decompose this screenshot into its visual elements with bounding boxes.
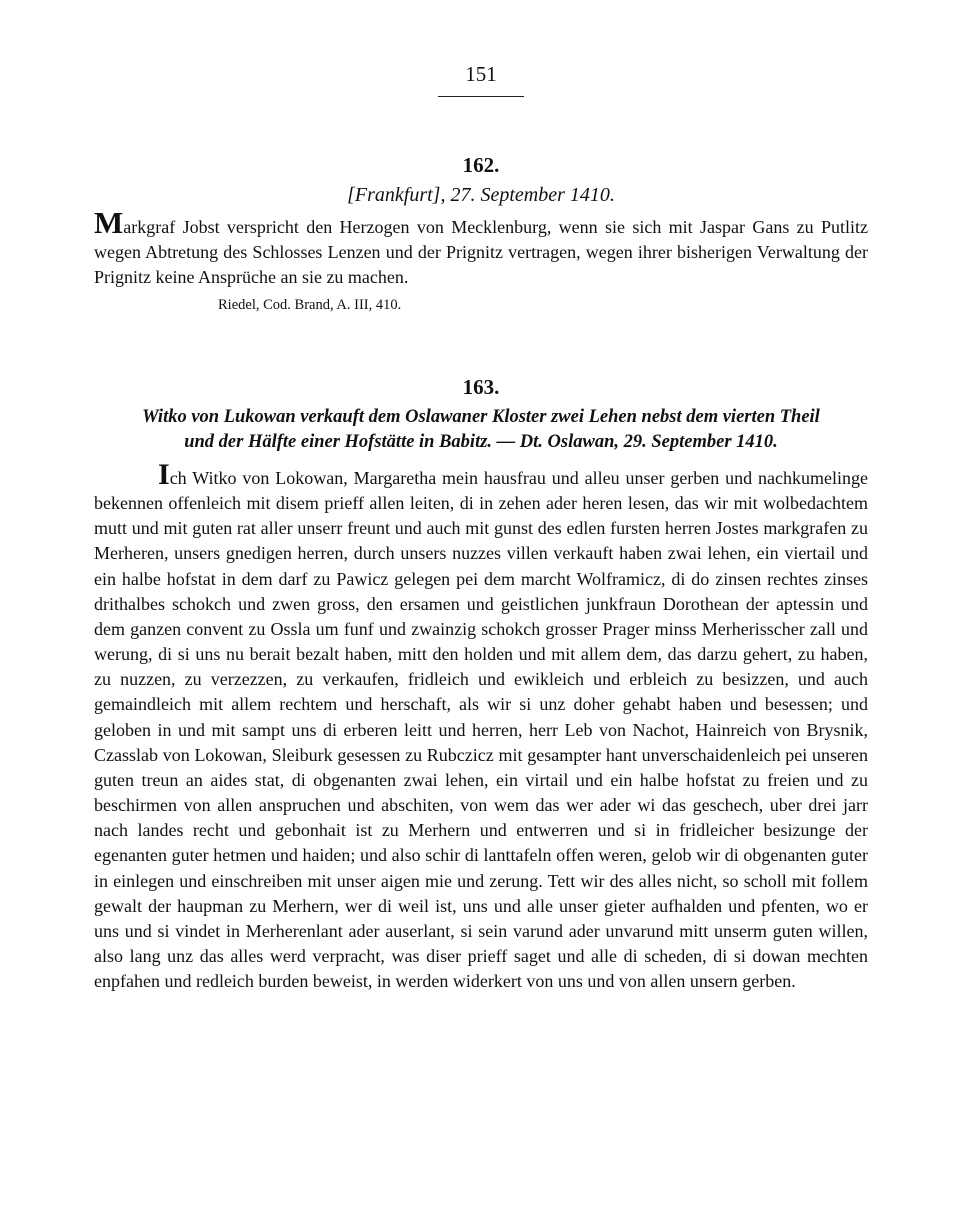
- entry-summary-line-1: Witko von Lukowan verkauft dem Oslawaner Kloster zwei Lehen nebst dem vierten Theil: [142, 407, 820, 427]
- entry-source: Riedel, Cod. Brand, A. III, 410.: [218, 297, 402, 313]
- page-number-rule: [438, 96, 524, 97]
- entry-162: [94, 153, 868, 315]
- summary-initial: M: [94, 205, 124, 240]
- entry-text: [94, 458, 868, 994]
- page-number: 151: [465, 62, 497, 86]
- entry-summary: [94, 205, 868, 290]
- entry-number: 163.: [462, 375, 500, 399]
- summary-text: arkgraf Jobst verspricht den Herzogen von Mecklenburg, wenn sie sich mit Jaspar Gans zu Putlitz wegen Abtretung des Schlosses Lenzen und der Prignitz vertragen, wegen ihrer bisherigen Verwaltung der Prignitz keine Ansprüche an sie zu machen.: [94, 217, 868, 287]
- entry-summary-line-2: und der Hälfte einer Hofstätte in Babitz. — Dt. Oslawan, 29. September 1410.: [184, 432, 778, 452]
- text-body: ch Witko von Lokowan, Margaretha mein hausfrau und alleu unser gerben und nachkumelinge bekennen offenleich mit disem prieff allen leiten, di in zehen ader heren lesen, das wir mit wolbedachtem mutt und mit guten rat aller unserr freunt und auch mit gunst des edlen fursten herren Jostes markgrafen zu Merheren, unsers gnedigen herren, durch unsers nuzzes villen verkauft haben zwai lehen, ein viertail und ein halbe hofstat in dem darf zu Pawicz gelegen pei dem marcht Wolframicz, di do zinsen rechtes zinses drithalbes schokch und zwen gross, den ersamen und geistlichen junkfraun Dorothean der aptessin und dem ganzen convent zu Ossla um funf und zwainzig schokch grosser Prager minss Merherisscher zall und werung, di si uns nu berait bezalt haben, mitt den holden und mit allem dem, das darzu gehert, zu haben, zu nuzzen, zu verzezzen, zu verkaufen, fridleich und ewikleich und erbleich zu besizzen, und auch gemaindleich mit allem rechtem und herschaft, als wir si unz doher gehabt haben und besessen; und geloben in und mit sampt uns di erberen leitt und herren, herr Leb von Nachot, Hainreich von Brysnik, Czasslab von Lokowan, Sleiburk gesessen zu Rubczicz mit gesampter hant unverschaidenleich pei unseren guten treun an aides stat, di obgenanten zwai lehen, ein virtail und ein halbe hofstat zu freien und zu beschirmen von allen anspruchen und abschiten, von wem das wer ader wi das geschech, uber drei jarr nach landes recht und gebonhait ist zu Merhern und entwerren und si in fridleicher besizunge der egenanten guter hetmen und haiden; und also schir di lanttafeln offen weren, gelob wir di obgenanten guter in einlegen und einschreiben mit unser aigen mie und zerung. Tett wir des alles nicht, so scholl mit follem gewalt der haupman zu Merhern, wer di weil ist, uns und alle unser gieter aufhalden und pfenten, wo er uns und si vindet in Merherenlant ader auserlant, si sein varund ader unvarund mitt unserm guten willen, also lang unz das alles werd verpracht, was diser prieff saget und alle di scheden, di si dowan mechten enpfahen und redleich burden beweist, in werden widerkert von uns und von allen unsern gerben.: [94, 468, 868, 992]
- entry-date: [Frankfurt], 27. September 1410.: [347, 184, 615, 206]
- entry-163: [94, 375, 868, 994]
- text-initial: I: [158, 458, 170, 491]
- page: [94, 62, 868, 994]
- entry-summary: [94, 405, 868, 455]
- entry-number: 162.: [462, 153, 500, 177]
